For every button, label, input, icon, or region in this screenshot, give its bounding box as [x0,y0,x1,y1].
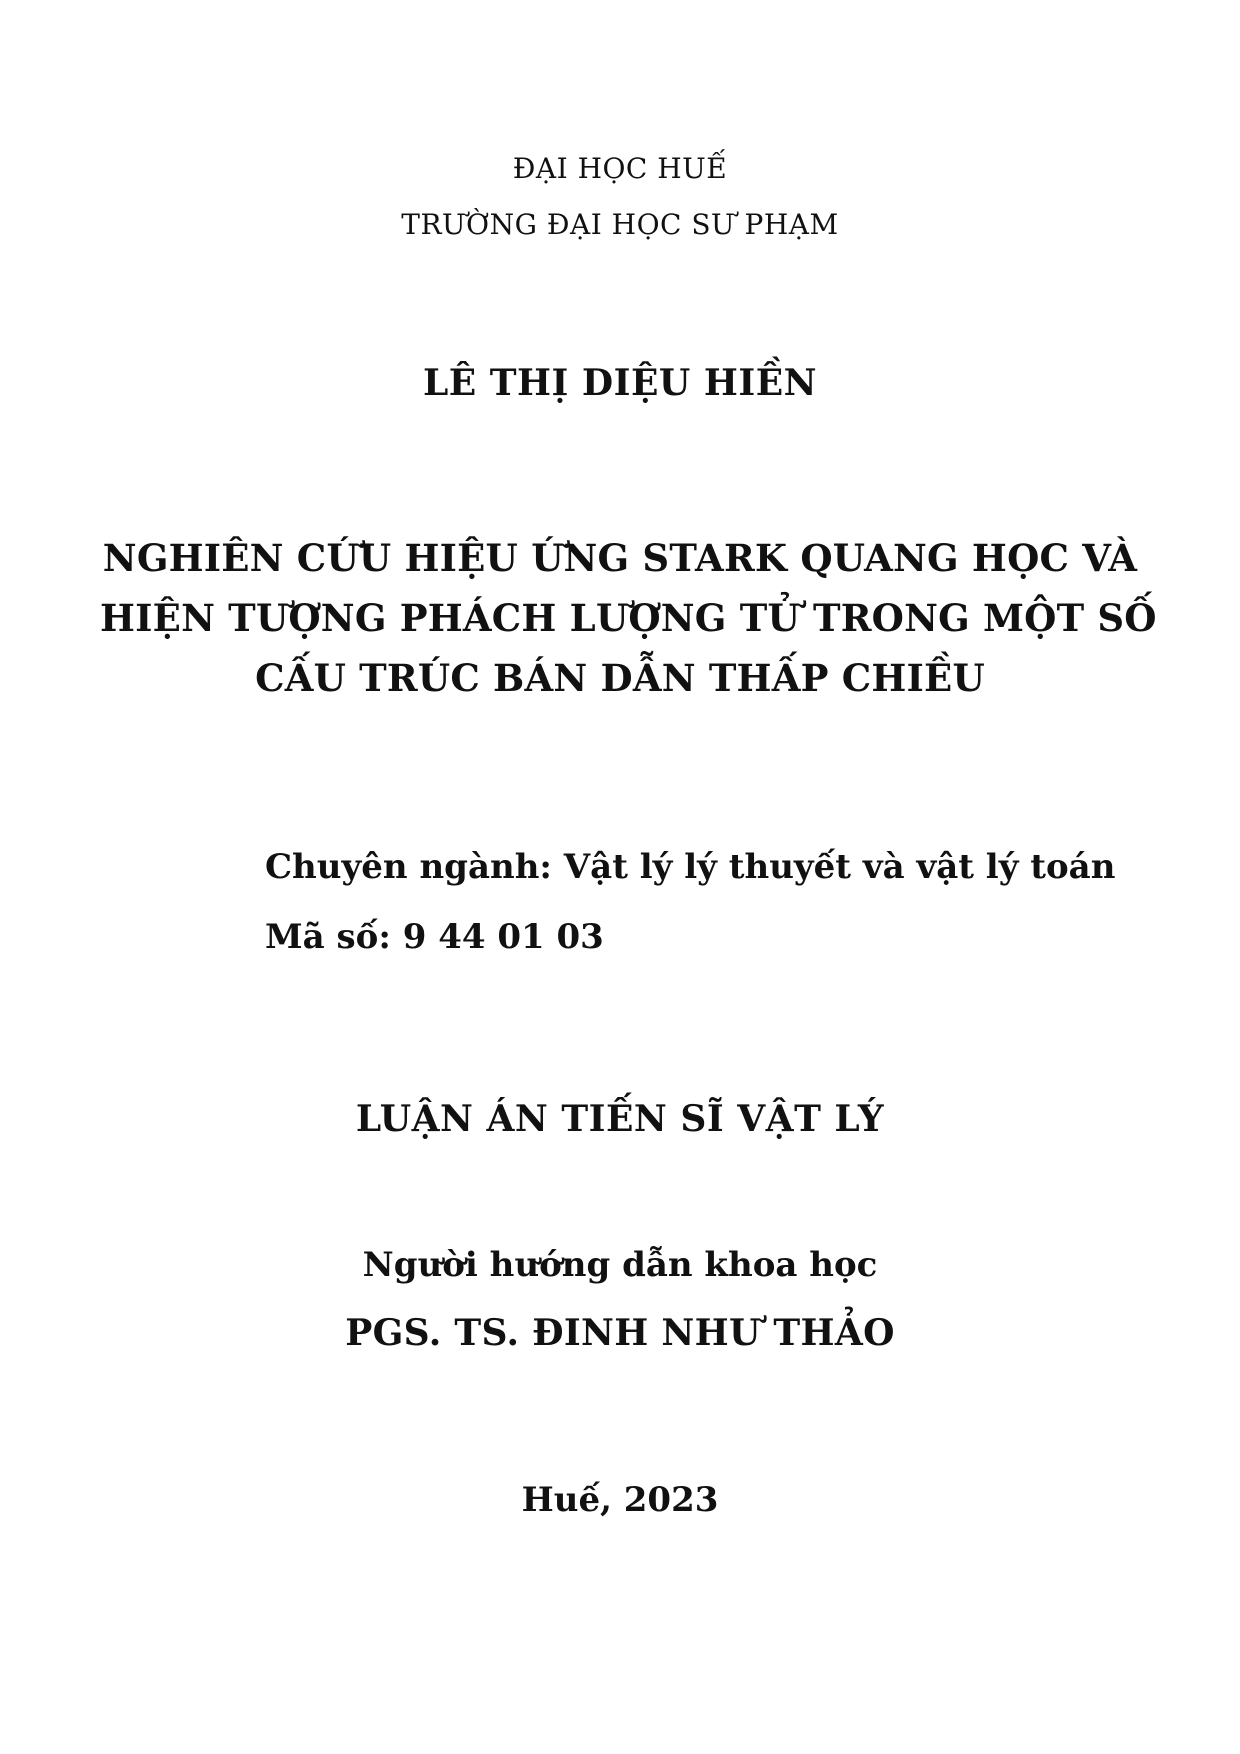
thesis-title-line-2: HIỆN TƯỢNG PHÁCH LƯỢNG TỬ TRONG MỘT SỐ [100,596,1157,640]
thesis-title [100,528,1157,708]
specialization-info [265,832,1165,972]
thesis-title-line-3: CẤU TRÚC BÁN DẪN THẤP CHIỀU [255,656,985,700]
author-name: LÊ THỊ DIỆU HIỀN [422,362,818,404]
advisor-name: PGS. TS. ĐINH NHƯ THẢO [345,1312,895,1354]
advisor-label: Người hướng dẫn khoa học [362,1245,878,1285]
thesis-title-line-1: NGHIÊN CỨU HIỆU ỨNG STARK QUANG HỌC VÀ [102,536,1138,580]
thesis-type: LUẬN ÁN TIẾN SĨ VẬT LÝ [355,1098,885,1140]
specialization-code-line: Mã số: 9 44 01 03 [265,917,604,957]
place-and-year: Huế, 2023 [521,1480,719,1520]
university-name: ĐẠI HỌC HUẾ [512,152,728,185]
school-name: TRƯỜNG ĐẠI HỌC SƯ PHẠM [401,208,839,241]
specialization-line: Chuyên ngành: Vật lý lý thuyết và vật lý toán [265,847,1116,887]
